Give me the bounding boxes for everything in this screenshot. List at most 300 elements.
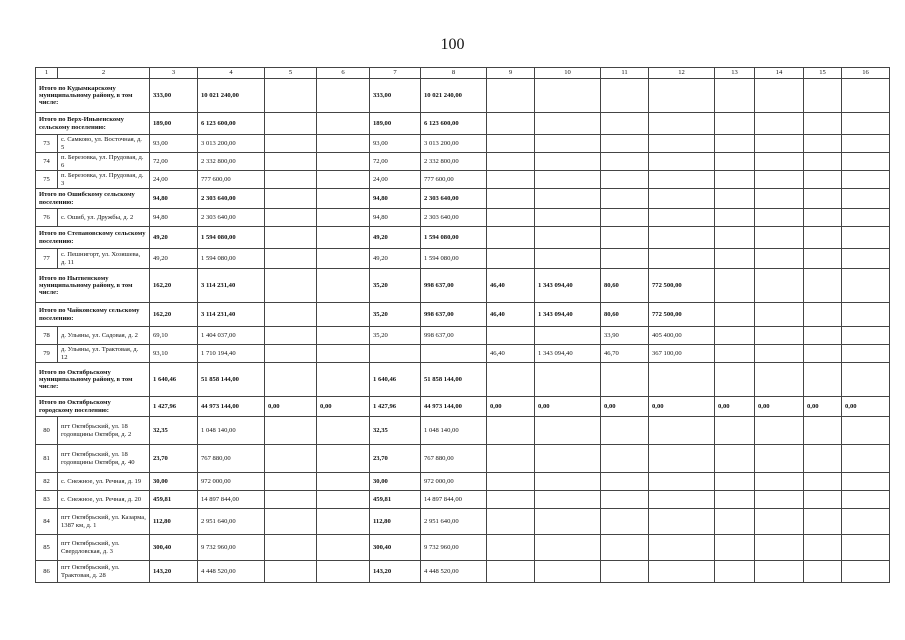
cell-col-14: [755, 363, 804, 397]
column-number-4: 4: [198, 68, 265, 79]
cell-col-8: 6 123 600,00: [421, 113, 487, 135]
cell-col-3: 143,20: [150, 561, 198, 583]
cell-col-5: 0,00: [265, 397, 317, 417]
cell-col-16: [842, 269, 890, 303]
cell-col-12: [649, 209, 715, 227]
address: п. Березовка, ул. Прудовая, д. 3: [58, 171, 150, 189]
cell-col-6: [317, 345, 370, 363]
column-number-header-row: [36, 68, 890, 79]
cell-col-7: 112,80: [370, 509, 421, 535]
cell-col-11: [601, 171, 649, 189]
housing-program-table: [35, 67, 890, 583]
cell-col-4: 51 858 144,00: [198, 363, 265, 397]
column-number-5: 5: [265, 68, 317, 79]
cell-col-8: 972 000,00: [421, 473, 487, 491]
cell-col-14: [755, 153, 804, 171]
address: пгт Октябрьский, ул. Казарма, 1387 км, д. 1: [58, 509, 150, 535]
cell-col-10: [535, 153, 601, 171]
cell-col-14: [755, 445, 804, 473]
cell-col-5: [265, 345, 317, 363]
cell-col-3: 93,10: [150, 345, 198, 363]
cell-col-13: [715, 209, 755, 227]
table-row: [36, 171, 890, 189]
cell-col-7: 333,00: [370, 79, 421, 113]
table-row: [36, 345, 890, 363]
cell-col-13: [715, 113, 755, 135]
cell-col-13: [715, 189, 755, 209]
cell-col-14: [755, 535, 804, 561]
cell-col-16: [842, 509, 890, 535]
cell-col-4: 6 123 600,00: [198, 113, 265, 135]
cell-col-10: [535, 227, 601, 249]
cell-col-15: [804, 153, 842, 171]
column-number-2: 2: [58, 68, 150, 79]
cell-col-10: [535, 535, 601, 561]
cell-col-15: [804, 209, 842, 227]
cell-col-4: 2 332 800,00: [198, 153, 265, 171]
cell-col-4: 10 021 240,00: [198, 79, 265, 113]
cell-col-12: [649, 417, 715, 445]
cell-col-9: [487, 509, 535, 535]
cell-col-7: 32,35: [370, 417, 421, 445]
row-number: 73: [36, 135, 58, 153]
cell-col-9: [487, 327, 535, 345]
cell-col-15: [804, 303, 842, 327]
cell-col-9: [487, 209, 535, 227]
cell-col-3: 69,10: [150, 327, 198, 345]
cell-col-3: 94,80: [150, 209, 198, 227]
cell-col-16: [842, 417, 890, 445]
cell-col-6: [317, 535, 370, 561]
cell-col-15: [804, 79, 842, 113]
row-number: 79: [36, 345, 58, 363]
row-number: 82: [36, 473, 58, 491]
cell-col-16: [842, 535, 890, 561]
cell-col-6: [317, 209, 370, 227]
cell-col-16: [842, 79, 890, 113]
cell-col-13: [715, 227, 755, 249]
cell-col-13: [715, 509, 755, 535]
cell-col-6: [317, 417, 370, 445]
cell-col-10: [535, 417, 601, 445]
row-title: Итого по Верх-Иньвенскому сельскому поселению:: [36, 113, 150, 135]
cell-col-7: 30,00: [370, 473, 421, 491]
cell-col-6: [317, 445, 370, 473]
cell-col-3: 300,40: [150, 535, 198, 561]
cell-col-7: 93,00: [370, 135, 421, 153]
cell-col-16: [842, 189, 890, 209]
cell-col-7: 24,00: [370, 171, 421, 189]
cell-col-15: [804, 327, 842, 345]
column-number-7: 7: [370, 68, 421, 79]
cell-col-5: [265, 189, 317, 209]
cell-col-4: 767 880,00: [198, 445, 265, 473]
table-row: [36, 153, 890, 171]
cell-col-9: [487, 171, 535, 189]
cell-col-8: [421, 345, 487, 363]
cell-col-6: [317, 473, 370, 491]
cell-col-9: [487, 473, 535, 491]
cell-col-3: 189,00: [150, 113, 198, 135]
cell-col-6: [317, 327, 370, 345]
cell-col-7: 300,40: [370, 535, 421, 561]
cell-col-15: 0,00: [804, 397, 842, 417]
cell-col-11: [601, 473, 649, 491]
column-number-11: 11: [601, 68, 649, 79]
cell-col-12: [649, 491, 715, 509]
cell-col-10: [535, 189, 601, 209]
cell-col-8: 9 732 960,00: [421, 535, 487, 561]
subtotal-row: [36, 79, 890, 113]
cell-col-7: 459,81: [370, 491, 421, 509]
cell-col-11: [601, 561, 649, 583]
cell-col-11: [601, 509, 649, 535]
cell-col-11: 80,60: [601, 269, 649, 303]
column-number-14: 14: [755, 68, 804, 79]
column-number-15: 15: [804, 68, 842, 79]
table-row: [36, 561, 890, 583]
cell-col-3: 162,20: [150, 303, 198, 327]
cell-col-13: [715, 249, 755, 269]
cell-col-10: [535, 79, 601, 113]
cell-col-4: 972 000,00: [198, 473, 265, 491]
row-number: 77: [36, 249, 58, 269]
cell-col-7: 94,80: [370, 209, 421, 227]
cell-col-8: 2 303 640,00: [421, 189, 487, 209]
cell-col-12: [649, 153, 715, 171]
cell-col-12: 772 500,00: [649, 269, 715, 303]
cell-col-5: [265, 113, 317, 135]
address: п. Березовка, ул. Прудовая, д. 6: [58, 153, 150, 171]
cell-col-4: 2 303 640,00: [198, 189, 265, 209]
cell-col-6: [317, 561, 370, 583]
cell-col-12: [649, 135, 715, 153]
cell-col-8: 1 594 080,00: [421, 227, 487, 249]
cell-col-9: [487, 249, 535, 269]
cell-col-8: 44 973 144,00: [421, 397, 487, 417]
cell-col-12: [649, 171, 715, 189]
cell-col-10: [535, 135, 601, 153]
cell-col-13: [715, 135, 755, 153]
cell-col-15: [804, 445, 842, 473]
cell-col-6: [317, 491, 370, 509]
cell-col-11: [601, 445, 649, 473]
cell-col-13: 0,00: [715, 397, 755, 417]
cell-col-5: [265, 303, 317, 327]
cell-col-15: [804, 249, 842, 269]
cell-col-4: 777 600,00: [198, 171, 265, 189]
table-row: [36, 209, 890, 227]
subtotal-row: [36, 113, 890, 135]
cell-col-14: [755, 491, 804, 509]
cell-col-12: [649, 473, 715, 491]
cell-col-12: [649, 79, 715, 113]
cell-col-16: [842, 345, 890, 363]
cell-col-15: [804, 535, 842, 561]
cell-col-12: 0,00: [649, 397, 715, 417]
cell-col-14: [755, 227, 804, 249]
cell-col-7: 35,20: [370, 269, 421, 303]
cell-col-16: [842, 135, 890, 153]
cell-col-5: [265, 473, 317, 491]
cell-col-16: [842, 327, 890, 345]
cell-col-15: [804, 135, 842, 153]
table-row: [36, 491, 890, 509]
cell-col-3: 112,80: [150, 509, 198, 535]
cell-col-5: [265, 509, 317, 535]
cell-col-12: 772 500,00: [649, 303, 715, 327]
subtotal-row: [36, 397, 890, 417]
subtotal-row: [36, 189, 890, 209]
cell-col-15: [804, 473, 842, 491]
cell-col-10: 1 343 094,40: [535, 269, 601, 303]
cell-col-14: [755, 345, 804, 363]
cell-col-10: [535, 491, 601, 509]
cell-col-11: [601, 535, 649, 561]
column-number-9: 9: [487, 68, 535, 79]
cell-col-13: [715, 535, 755, 561]
cell-col-3: 94,80: [150, 189, 198, 209]
cell-col-13: [715, 327, 755, 345]
cell-col-12: [649, 113, 715, 135]
cell-col-4: 3 114 231,40: [198, 303, 265, 327]
cell-col-5: [265, 269, 317, 303]
cell-col-12: [649, 561, 715, 583]
cell-col-5: [265, 171, 317, 189]
cell-col-11: [601, 227, 649, 249]
cell-col-9: [487, 561, 535, 583]
cell-col-11: [601, 363, 649, 397]
column-number-8: 8: [421, 68, 487, 79]
cell-col-11: [601, 113, 649, 135]
cell-col-9: 46,40: [487, 269, 535, 303]
cell-col-15: [804, 345, 842, 363]
cell-col-5: [265, 227, 317, 249]
cell-col-8: 2 951 640,00: [421, 509, 487, 535]
cell-col-4: 44 973 144,00: [198, 397, 265, 417]
subtotal-row: [36, 303, 890, 327]
cell-col-14: [755, 561, 804, 583]
cell-col-7: 1 427,96: [370, 397, 421, 417]
column-number-13: 13: [715, 68, 755, 79]
cell-col-9: [487, 79, 535, 113]
cell-col-15: [804, 269, 842, 303]
cell-col-14: [755, 327, 804, 345]
page-number: 100: [440, 36, 465, 53]
cell-col-6: [317, 171, 370, 189]
cell-col-14: [755, 473, 804, 491]
cell-col-13: [715, 445, 755, 473]
cell-col-3: 459,81: [150, 491, 198, 509]
cell-col-10: [535, 113, 601, 135]
row-title: Итого по Октябрьскому городскому поселению:: [36, 397, 150, 417]
row-number: 76: [36, 209, 58, 227]
cell-col-13: [715, 417, 755, 445]
cell-col-14: [755, 189, 804, 209]
cell-col-10: [535, 171, 601, 189]
row-number: 85: [36, 535, 58, 561]
address: с. Самково, ул. Восточная, д. 5: [58, 135, 150, 153]
table-row: [36, 473, 890, 491]
row-number: 74: [36, 153, 58, 171]
cell-col-8: 2 303 640,00: [421, 209, 487, 227]
cell-col-14: [755, 171, 804, 189]
cell-col-16: [842, 445, 890, 473]
cell-col-15: [804, 417, 842, 445]
row-title: Итого по Октябрьскому муниципальному району, в том числе:: [36, 363, 150, 397]
cell-col-7: 72,00: [370, 153, 421, 171]
cell-col-11: [601, 249, 649, 269]
cell-col-8: 767 880,00: [421, 445, 487, 473]
cell-col-3: 24,00: [150, 171, 198, 189]
cell-col-6: [317, 189, 370, 209]
cell-col-6: 0,00: [317, 397, 370, 417]
cell-col-8: 998 637,00: [421, 327, 487, 345]
cell-col-5: [265, 445, 317, 473]
cell-col-12: 405 400,00: [649, 327, 715, 345]
cell-col-14: [755, 509, 804, 535]
cell-col-5: [265, 135, 317, 153]
cell-col-12: [649, 249, 715, 269]
table-row: [36, 445, 890, 473]
cell-col-5: [265, 561, 317, 583]
cell-col-16: [842, 227, 890, 249]
cell-col-11: 80,60: [601, 303, 649, 327]
cell-col-5: [265, 417, 317, 445]
cell-col-11: [601, 79, 649, 113]
row-title: Итого по Ошибскому сельскому поселению:: [36, 189, 150, 209]
address: д. Ульяны, ул. Садовая, д. 2: [58, 327, 150, 345]
cell-col-14: [755, 135, 804, 153]
cell-col-10: 0,00: [535, 397, 601, 417]
cell-col-9: [487, 445, 535, 473]
cell-col-14: 0,00: [755, 397, 804, 417]
cell-col-12: [649, 445, 715, 473]
cell-col-10: [535, 473, 601, 491]
cell-col-12: [649, 535, 715, 561]
cell-col-3: 162,20: [150, 269, 198, 303]
row-number: 83: [36, 491, 58, 509]
row-title: Итого по Кудымкарскому муниципальному району, в том числе:: [36, 79, 150, 113]
cell-col-16: [842, 363, 890, 397]
cell-col-12: [649, 363, 715, 397]
subtotal-row: [36, 227, 890, 249]
cell-col-13: [715, 269, 755, 303]
cell-col-5: [265, 363, 317, 397]
cell-col-11: [601, 189, 649, 209]
cell-col-11: [601, 491, 649, 509]
cell-col-16: [842, 153, 890, 171]
cell-col-15: [804, 227, 842, 249]
cell-col-15: [804, 113, 842, 135]
cell-col-4: 1 594 080,00: [198, 249, 265, 269]
table-row: [36, 417, 890, 445]
cell-col-11: [601, 417, 649, 445]
cell-col-3: 23,70: [150, 445, 198, 473]
row-number: 84: [36, 509, 58, 535]
column-number-16: 16: [842, 68, 890, 79]
cell-col-16: [842, 303, 890, 327]
cell-col-9: 46,40: [487, 345, 535, 363]
cell-col-13: [715, 153, 755, 171]
cell-col-5: [265, 491, 317, 509]
cell-col-7: 94,80: [370, 189, 421, 209]
cell-col-3: 49,20: [150, 249, 198, 269]
column-number-6: 6: [317, 68, 370, 79]
cell-col-8: 1 594 080,00: [421, 249, 487, 269]
cell-col-15: [804, 491, 842, 509]
cell-col-9: [487, 417, 535, 445]
cell-col-6: [317, 249, 370, 269]
cell-col-13: [715, 171, 755, 189]
cell-col-13: [715, 561, 755, 583]
address: пгт Октябрьский, ул. 18 годовщины Октября, д. 2: [58, 417, 150, 445]
cell-col-7: 35,20: [370, 327, 421, 345]
cell-col-7: 1 640,46: [370, 363, 421, 397]
cell-col-7: [370, 345, 421, 363]
row-number: 86: [36, 561, 58, 583]
cell-col-5: [265, 209, 317, 227]
cell-col-10: [535, 445, 601, 473]
cell-col-12: [649, 509, 715, 535]
cell-col-4: 9 732 960,00: [198, 535, 265, 561]
cell-col-10: 1 343 094,40: [535, 303, 601, 327]
cell-col-4: 1 048 140,00: [198, 417, 265, 445]
cell-col-13: [715, 79, 755, 113]
cell-col-6: [317, 79, 370, 113]
cell-col-6: [317, 153, 370, 171]
cell-col-4: 4 448 520,00: [198, 561, 265, 583]
cell-col-8: 2 332 800,00: [421, 153, 487, 171]
cell-col-4: 3 114 231,40: [198, 269, 265, 303]
cell-col-7: 189,00: [370, 113, 421, 135]
cell-col-8: 777 600,00: [421, 171, 487, 189]
cell-col-4: 1 594 080,00: [198, 227, 265, 249]
cell-col-4: 2 303 640,00: [198, 209, 265, 227]
row-number: 80: [36, 417, 58, 445]
cell-col-9: [487, 153, 535, 171]
cell-col-5: [265, 249, 317, 269]
cell-col-15: [804, 171, 842, 189]
cell-col-7: 143,20: [370, 561, 421, 583]
cell-col-12: [649, 227, 715, 249]
row-title: Итого по Чайковскому сельскому поселению:: [36, 303, 150, 327]
cell-col-4: 14 897 844,00: [198, 491, 265, 509]
cell-col-6: [317, 113, 370, 135]
cell-col-15: [804, 561, 842, 583]
cell-col-10: [535, 249, 601, 269]
column-number-3: 3: [150, 68, 198, 79]
cell-col-3: 49,20: [150, 227, 198, 249]
cell-col-5: [265, 535, 317, 561]
cell-col-11: [601, 135, 649, 153]
cell-col-9: 0,00: [487, 397, 535, 417]
cell-col-15: [804, 189, 842, 209]
cell-col-14: [755, 209, 804, 227]
cell-col-16: [842, 491, 890, 509]
cell-col-10: [535, 509, 601, 535]
cell-col-16: [842, 209, 890, 227]
table-row: [36, 249, 890, 269]
cell-col-14: [755, 303, 804, 327]
cell-col-9: 46,40: [487, 303, 535, 327]
cell-col-3: 1 427,96: [150, 397, 198, 417]
cell-col-3: 93,00: [150, 135, 198, 153]
cell-col-14: [755, 269, 804, 303]
cell-col-10: [535, 561, 601, 583]
cell-col-8: 4 448 520,00: [421, 561, 487, 583]
cell-col-14: [755, 79, 804, 113]
